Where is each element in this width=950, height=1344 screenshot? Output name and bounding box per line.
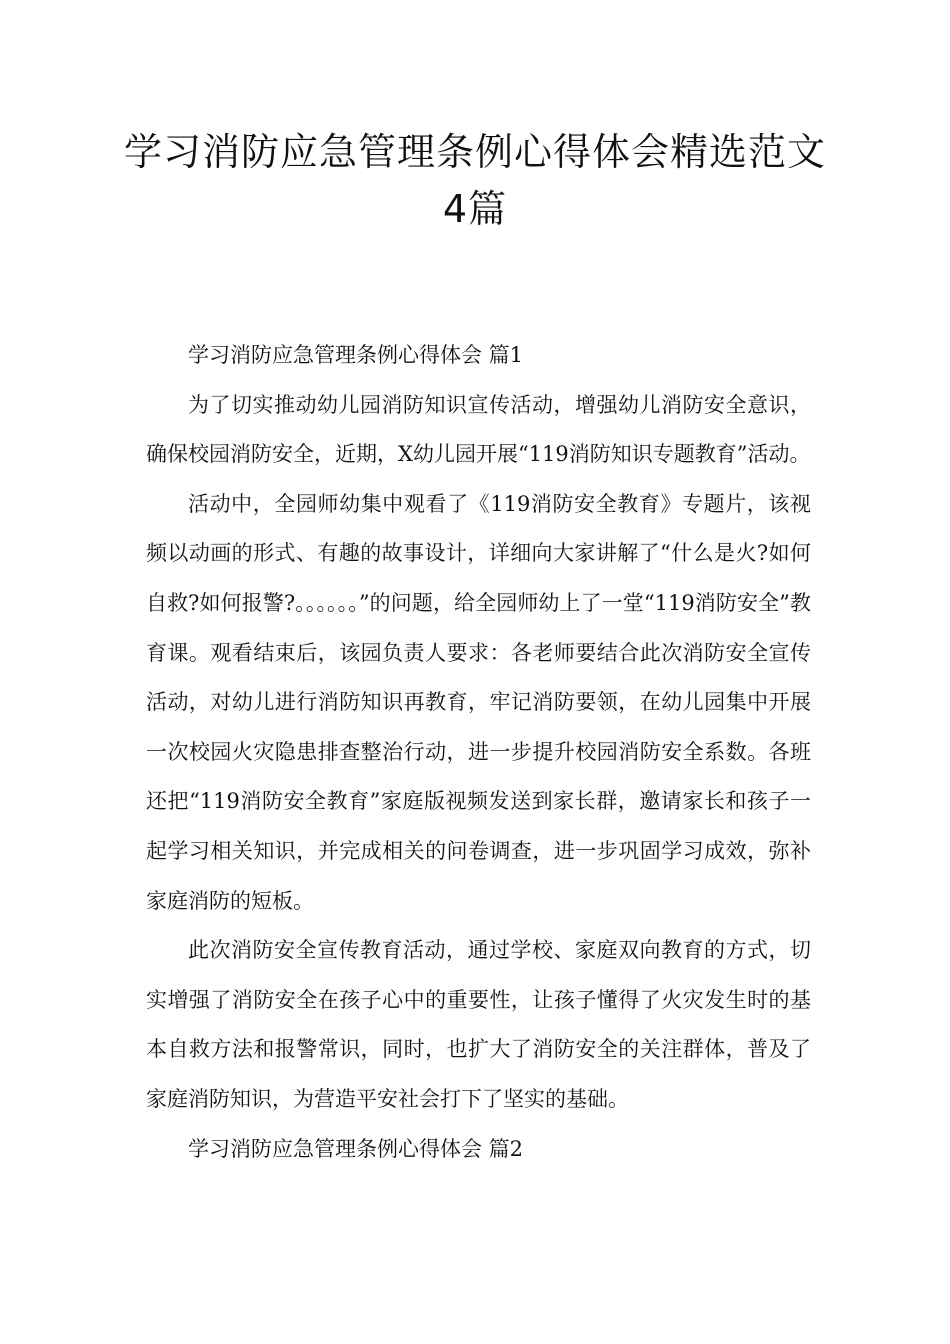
paragraph-activity: 活动中，全园师幼集中观看了《119消防安全教育》专题片，该视频以动画的形式、有趣的故事设计，详细向大家讲解了“什么是火?如何自救?如何报警?。。。。。。”的问题，给全园师幼上了一堂“119消防安全”教育课。观看结束后，该园负责人要求：各老师要结合此次消防安全宣传活动，对幼儿进行消防知识再教育，牢记消防要领，在幼儿园集中开展一次校园火灾隐患排查整治行动，进一步提升校园消防安全系数。各班还把“119消防安全教育”家庭版视频发送到家长群，邀请家长和孩子一起学习相关知识，并完成相关的问卷调查，进一步巩固学习成效，弥补家庭消防的短板。 (146, 491, 811, 913)
paragraph-intro: 为了切实推动幼儿园消防知识宣传活动，增强幼儿消防安全意识，确保校园消防安全，近期，X幼儿园开展“119消防知识专题教育”活动。 (146, 392, 811, 467)
paragraph-summary: 此次消防安全宣传教育活动，通过学校、家庭双向教育的方式，切实增强了消防安全在孩子心中的重要性，让孩子懂得了火灾发生时的基本自救方法和报警常识，同时，也扩大了消防安全的关注群体，普及了家庭消防知识，为营造平安社会打下了坚实的基础。 (146, 938, 811, 1111)
document-title: 学习消防应急管理条例心得体会精选范文4篇 (123, 130, 826, 231)
document-body (146, 331, 811, 1174)
section-heading-1: 学习消防应急管理条例心得体会 篇1 (188, 343, 524, 367)
section-heading-2: 学习消防应急管理条例心得体会 篇2 (188, 1136, 524, 1161)
